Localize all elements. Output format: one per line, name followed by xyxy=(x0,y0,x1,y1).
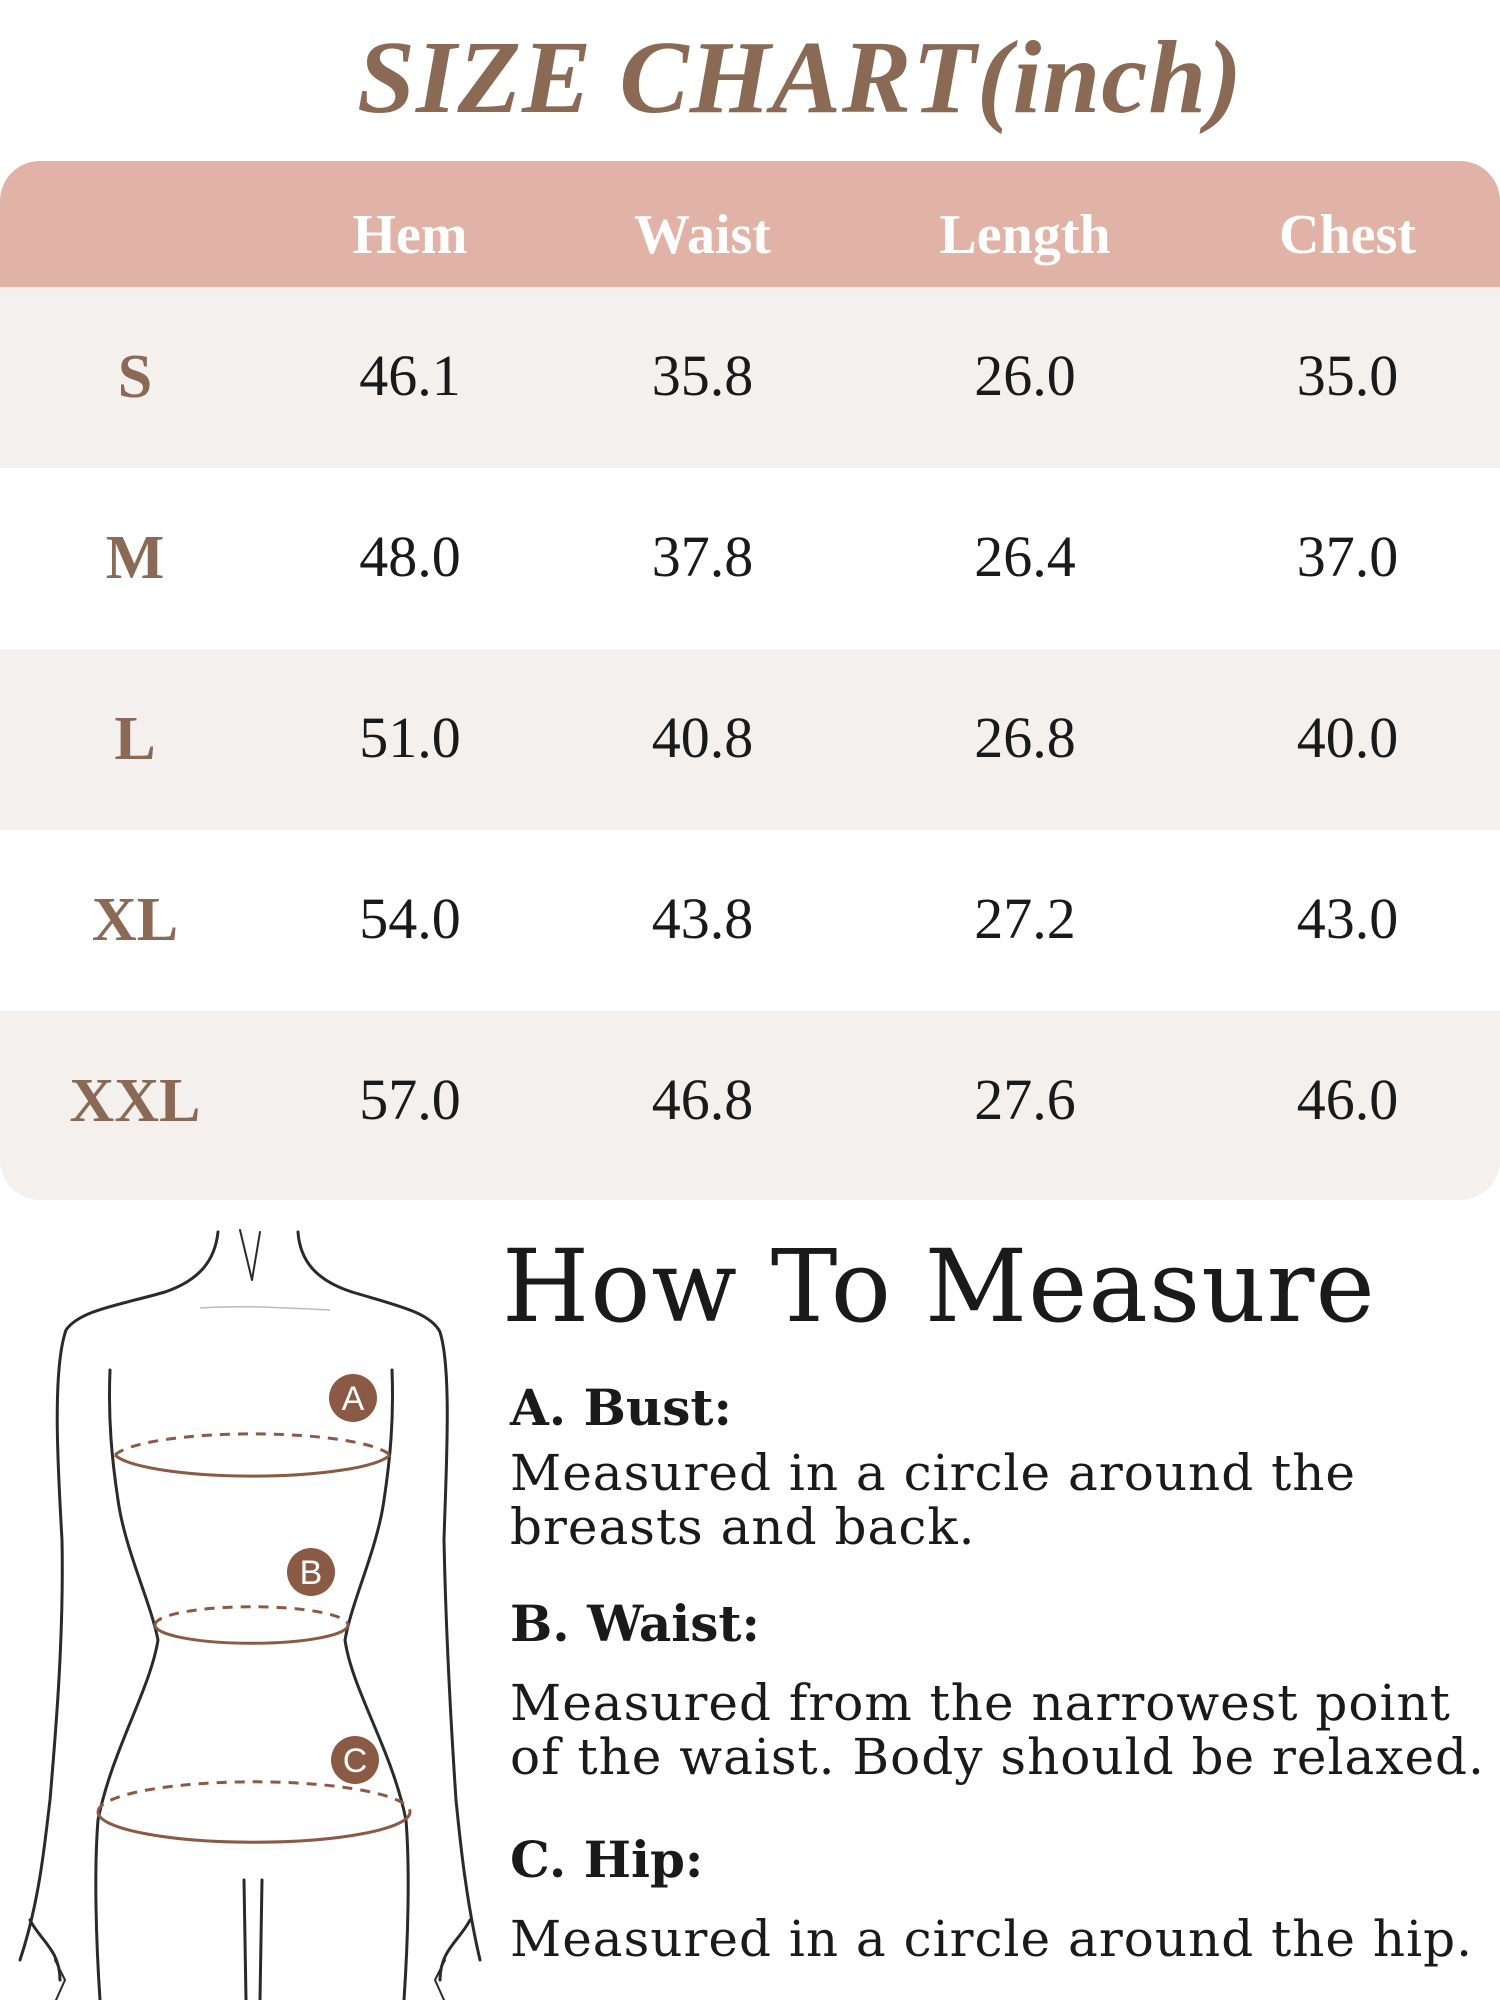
size-label: M xyxy=(105,524,165,592)
size-label: XXL xyxy=(69,1067,201,1135)
cell-waist: 46.8 xyxy=(651,1067,754,1132)
size-label: S xyxy=(117,343,153,411)
bust-description: Measured in a circle around the breasts and back. xyxy=(510,1444,1357,1556)
cell-length: 26.4 xyxy=(974,524,1076,589)
table-row-m xyxy=(0,468,1500,649)
size-chart-table xyxy=(0,161,1500,1200)
marker-b xyxy=(287,1548,335,1596)
column-header-length: Length xyxy=(939,204,1111,266)
svg-text:C: C xyxy=(342,1742,368,1780)
cell-length: 26.8 xyxy=(974,705,1076,770)
svg-text:B: B xyxy=(299,1554,323,1592)
table-row-l xyxy=(0,649,1500,830)
cell-waist: 43.8 xyxy=(651,886,754,951)
cell-waist: 35.8 xyxy=(651,343,754,408)
cell-hem: 57.0 xyxy=(359,1067,461,1132)
table-row-xl xyxy=(0,830,1500,1011)
bust-heading: A. Bust: xyxy=(510,1378,732,1437)
cell-hem: 48.0 xyxy=(359,524,461,589)
marker-c xyxy=(331,1736,379,1784)
bust-measure-line xyxy=(115,1434,390,1476)
hip-measure-line xyxy=(98,1782,410,1842)
cell-chest: 37.0 xyxy=(1296,524,1399,589)
cell-chest: 40.0 xyxy=(1296,705,1399,770)
marker-a xyxy=(329,1374,377,1422)
size-label: L xyxy=(114,705,156,773)
table-row-xxl xyxy=(0,1011,1500,1200)
size-label: XL xyxy=(91,886,179,954)
page-title: SIZE CHART(inch) xyxy=(357,20,1243,135)
cell-hem: 51.0 xyxy=(359,705,461,770)
waist-measure-line xyxy=(155,1607,348,1644)
column-header-hem: Hem xyxy=(352,204,468,266)
cell-length: 27.6 xyxy=(974,1067,1076,1132)
hip-description: Measured in a circle around the hip. xyxy=(510,1910,1474,1968)
body-figure-illustration xyxy=(0,1220,500,2000)
column-header-chest: Chest xyxy=(1279,204,1416,266)
waist-heading: B. Waist: xyxy=(510,1594,760,1653)
cell-waist: 37.8 xyxy=(651,524,754,589)
table-row-s xyxy=(0,287,1500,468)
table-header xyxy=(0,161,1500,287)
cell-chest: 46.0 xyxy=(1296,1067,1399,1132)
cell-hem: 54.0 xyxy=(359,886,461,951)
cell-length: 26.0 xyxy=(974,343,1076,408)
cell-chest: 35.0 xyxy=(1296,343,1399,408)
hip-heading: C. Hip: xyxy=(510,1830,704,1889)
cell-waist: 40.8 xyxy=(651,705,754,770)
cell-length: 27.2 xyxy=(974,886,1076,951)
how-to-measure-title: How To Measure xyxy=(502,1228,1376,1345)
waist-description: Measured from the narrowest point of the waist. Body should be relaxed. xyxy=(510,1674,1485,1786)
cell-chest: 43.0 xyxy=(1296,886,1399,951)
svg-text:A: A xyxy=(341,1380,365,1418)
column-header-waist: Waist xyxy=(634,204,771,266)
cell-hem: 46.1 xyxy=(359,343,461,408)
